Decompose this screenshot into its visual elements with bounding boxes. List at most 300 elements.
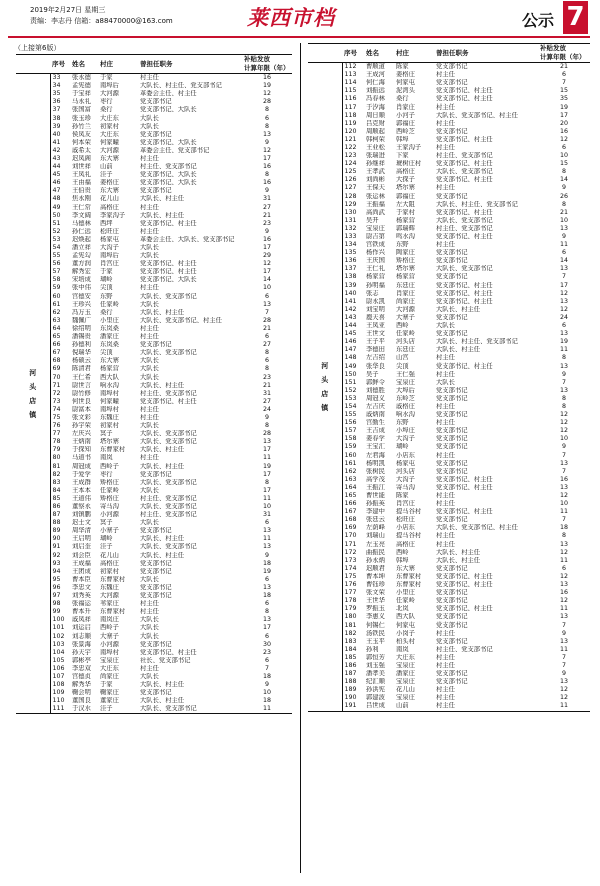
table-row [308,233,590,241]
row-seq: 54 [52,244,61,252]
row-position: 村主任 [436,702,455,710]
table-row [308,411,590,419]
table-row [16,98,292,106]
row-position: 党支部书记、村主任 [436,281,493,289]
row-position: 大队长、村主任 [436,305,481,313]
row-subsidy-years: 16 [262,163,271,171]
table-row [308,298,590,306]
row-position: 党支部书记 [436,621,468,629]
row-position: 党支部书记 [436,313,468,321]
row-subsidy-years: 13 [559,581,568,589]
row-village: 尚家庄 [100,672,119,680]
row-seq: 69 [52,365,61,373]
row-village: 大埠后 [396,386,415,394]
row-name: 戚炳南 [366,411,385,419]
row-position: 党支部书记 [140,527,172,535]
table-row [308,702,590,711]
town-label: 河头店镇 [16,74,50,714]
row-village: 尖顶 [396,362,409,370]
row-seq: 128 [344,192,357,200]
row-position: 党支部书记 [140,470,172,478]
row-seq: 158 [344,435,357,443]
row-subsidy-years: 6 [561,322,566,330]
row-seq: 145 [344,330,357,338]
row-village: 东魏庄 [100,583,119,591]
row-position: 大队长 [140,244,159,252]
row-village: 尖顶 [100,349,113,357]
table-row [308,201,590,209]
row-seq: 137 [344,265,357,273]
row-village: 南岚庄 [100,616,119,624]
row-name: 曹本升 [72,608,91,616]
row-subsidy-years: 23 [262,219,271,227]
row-seq: 183 [344,637,357,645]
row-name: 吕克财 [366,119,385,127]
row-seq: 149 [344,362,357,370]
row-seq: 91 [52,543,61,551]
row-subsidy-years: 31 [262,195,271,203]
row-village: 郭福庄 [396,192,415,200]
table-row [308,322,590,330]
row-subsidy-years: 11 [262,494,271,502]
row-seq: 133 [344,233,357,241]
row-position: 大队长 [436,378,455,386]
row-village: 东大寨 [396,564,415,572]
row-village: 肖家庄 [396,289,415,297]
row-village: 大沟子 [396,475,415,483]
row-name: 李惠义 [366,613,385,621]
row-village: 大沟子 [100,244,119,252]
row-subsidy-years: 11 [559,346,568,354]
table-row [308,160,590,168]
row-subsidy-years: 9 [264,413,269,421]
row-village: 小里庄 [100,316,119,324]
row-village: 东岭芝 [396,394,415,402]
table-row [308,63,590,72]
row-seq: 58 [52,276,61,284]
row-village: 琥树庄村 [396,160,422,168]
row-village: 塔尔寨 [396,265,415,273]
table-row [16,641,292,649]
row-position: 党支部书记、村主任 [436,176,493,184]
row-subsidy-years: 13 [559,613,568,621]
row-village: 肖宫庄 [100,260,119,268]
row-name: 孙永炳 [366,556,385,564]
row-subsidy-years: 6 [561,564,566,572]
table-row [308,597,590,605]
row-subsidy-years: 8 [264,478,269,486]
row-village: 尚家庄 [396,297,415,305]
row-name: 周冠成 [72,462,91,470]
row-subsidy-years: 13 [559,459,568,467]
row-seq: 173 [344,556,357,564]
row-village: 南埠村 [100,648,119,656]
row-subsidy-years: 10 [262,284,271,292]
row-seq: 119 [344,119,357,127]
row-name: 刘运启 [72,624,91,632]
row-village: 冥子 [100,519,113,527]
row-seq: 59 [52,284,61,292]
row-position: 大队长 [140,486,159,494]
row-name: 魏佩广 [72,316,91,324]
row-subsidy-years: 19 [262,82,271,90]
row-position: 党支部书记 [436,637,468,645]
table-row [16,373,292,381]
row-name: 宫德贞 [72,672,91,680]
row-village: 南埠后 [100,82,119,90]
row-village: 于家村 [396,208,415,216]
row-seq: 38 [52,114,61,122]
row-seq: 86 [52,503,61,511]
row-seq: 140 [344,289,357,297]
row-village: 任家岭 [396,597,415,605]
row-subsidy-years: 9 [561,233,566,241]
table-row [308,136,590,144]
row-seq: 50 [52,211,61,219]
row-seq: 87 [52,511,61,519]
row-name: 王凤礼 [72,171,91,179]
table-row [16,244,292,252]
row-village: 小店东 [396,451,415,459]
row-subsidy-years: 9 [561,184,566,192]
table-row [16,163,292,171]
col-village: 村庄 [394,44,434,63]
row-subsidy-years: 12 [559,289,568,297]
row-subsidy-years: 21 [262,381,271,389]
row-seq: 142 [344,305,357,313]
row-position: 大队长、党支部书记、村主任 [436,524,518,532]
table-row [16,252,292,260]
table-row [308,581,590,589]
row-name: 左荫峰 [366,524,385,532]
row-subsidy-years: 17 [262,446,271,454]
row-name: 刘启奎 [72,543,91,551]
row-subsidy-years: 16 [262,235,271,243]
row-subsidy-years: 23 [262,373,271,381]
row-name: 姜春学 [366,435,385,443]
row-name: 孙利 [366,645,379,653]
row-subsidy-years: 26 [559,192,568,200]
row-seq: 165 [344,492,357,500]
row-village: 响水沟 [100,381,119,389]
row-village: 瑚岭 [100,276,113,284]
row-position: 大队长 [140,672,159,680]
row-name: 迟凤阁 [72,154,91,162]
row-name: 高学茂 [366,475,385,483]
row-seq: 182 [344,629,357,637]
row-subsidy-years: 16 [262,74,271,82]
row-seq: 72 [52,389,61,397]
row-position: 党支部书记 [436,613,468,621]
row-name: 刘世祥 [72,163,91,171]
row-seq: 150 [344,370,357,378]
row-seq: 152 [344,386,357,394]
row-name: 孙仁远 [72,227,91,235]
row-seq: 51 [52,219,61,227]
row-seq: 107 [52,672,65,680]
row-subsidy-years: 27 [262,341,271,349]
row-subsidy-years: 11 [559,508,568,516]
row-seq: 88 [52,519,61,527]
row-seq: 99 [52,608,61,616]
row-subsidy-years: 10 [559,152,568,160]
row-subsidy-years: 13 [559,265,568,273]
row-position: 大队长、村主任 [436,346,481,354]
row-name: 张志 [366,289,379,297]
row-name: 于汉水 [72,705,91,713]
row-name: 张文荣 [366,589,385,597]
row-seq: 120 [344,127,357,135]
row-subsidy-years: 27 [262,203,271,211]
row-subsidy-years: 16 [559,589,568,597]
row-position: 村主任 [140,333,159,341]
row-position: 大队长、党支部书记 [140,292,197,300]
table-row [16,673,292,681]
row-subsidy-years: 9 [264,681,269,689]
row-name: 李德田 [366,346,385,354]
table-row [308,638,590,646]
row-subsidy-years: 7 [264,308,269,316]
row-name: 刘会臣 [72,551,91,559]
row-subsidy-years: 16 [262,179,271,187]
row-seq: 71 [52,381,61,389]
row-subsidy-years: 12 [559,492,568,500]
row-village: 大探子 [396,176,415,184]
row-seq: 112 [344,63,357,71]
row-village: 西岭芝 [396,127,415,135]
row-seq: 135 [344,249,357,257]
row-village: 李家沟子 [100,211,126,219]
row-position: 党支部书记 [436,79,468,87]
table-row [16,187,292,195]
table-row [16,697,292,705]
table-row [16,171,292,179]
row-position: 党支部书记 [436,273,468,281]
row-position: 大队长、党支部书记 [140,503,197,511]
row-name: 王仁礼 [366,265,385,273]
row-position: 大队长、党支部书记 [436,168,493,176]
row-position: 党支部书记 [140,583,172,591]
table-row [16,430,292,438]
row-name: 马德林 [72,219,91,227]
row-name: 冯春林 [366,95,385,103]
row-name: 李忠文 [72,583,91,591]
row-seq: 57 [52,268,61,276]
row-subsidy-years: 11 [559,702,568,710]
row-name: 左君海 [366,451,385,459]
row-seq: 117 [344,103,357,111]
table-row [16,503,292,511]
row-seq: 110 [52,697,65,705]
table-row [16,665,292,673]
row-seq: 184 [344,645,357,653]
row-village: 大寨子 [396,313,415,321]
row-name: 周冠义 [366,394,385,402]
row-position: 村主任 [436,492,455,500]
row-subsidy-years: 9 [561,443,566,451]
table-row [308,452,590,460]
table-row [308,532,590,540]
table-row [308,573,590,581]
table-row [308,265,590,273]
table-row [16,114,292,122]
row-subsidy-years: 13 [559,297,568,305]
table-row [16,333,292,341]
row-village: 陶家庄 [396,249,415,257]
row-name: 尉永凯 [366,297,385,305]
table-row [16,276,292,284]
row-name: 解秀宏 [72,268,91,276]
row-position: 大队长 [140,357,159,365]
row-village: 西大队 [100,373,119,381]
row-subsidy-years: 28 [262,98,271,106]
table-row [16,592,292,600]
row-village: 任家岭 [396,330,415,338]
row-seq: 96 [52,583,61,591]
row-seq: 44 [52,163,61,171]
row-position: 村主任 [140,454,159,462]
table-row [16,543,292,551]
row-subsidy-years: 12 [262,90,271,98]
row-seq: 168 [344,516,357,524]
row-name: 于爱学 [72,470,91,478]
table-row [16,365,292,373]
row-subsidy-years: 17 [262,470,271,478]
row-seq: 80 [52,454,61,462]
table-row [16,624,292,632]
row-village: 东曹家村 [396,581,422,589]
row-position: 党支部书记 [436,427,468,435]
row-seq: 61 [52,300,61,308]
row-position: 村主任、党支部书记 [436,224,493,232]
row-subsidy-years: 21 [262,324,271,332]
row-subsidy-years: 9 [561,670,566,678]
col-name: 姓名 [364,44,394,63]
row-subsidy-years: 21 [559,63,568,71]
row-name: 侯凤友 [72,130,91,138]
row-seq: 167 [344,508,357,516]
row-seq: 42 [52,146,61,154]
row-subsidy-years: 6 [264,292,269,300]
row-position: 村主任、党支部书记 [436,152,493,160]
row-position: 党支部书记、村主任 [140,268,197,276]
row-position: 党支部书记 [436,516,468,524]
row-subsidy-years: 13 [262,300,271,308]
row-seq: 176 [344,581,357,589]
row-village: 宝泉庄 [396,694,415,702]
row-subsidy-years: 12 [559,686,568,694]
table-row [308,354,590,362]
row-name: 尉吉第 [366,233,385,241]
table-row [16,600,292,608]
row-name: 周顺起 [366,127,385,135]
row-name: 郭彬亭 [72,656,91,664]
table-row [16,495,292,503]
table-row [308,492,590,500]
row-name: 尉世言 [72,381,91,389]
col-subsidy: 补贴发放 计算年限（年） [538,44,590,63]
row-seq: 125 [344,168,357,176]
row-village: 枣行 [100,98,113,106]
row-seq: 33 [52,74,61,82]
row-position: 大队长 [436,322,455,330]
table-row [16,576,292,584]
row-seq: 97 [52,592,61,600]
row-position: 大队长、党支部书记 [140,478,197,486]
table-row [308,403,590,411]
row-village: 大沟子 [396,435,415,443]
row-position: 大队长、党支部书记 [140,705,197,713]
row-name: 吴开 [366,216,379,224]
row-village: 泥湾头 [396,87,415,95]
table-row [16,681,292,689]
row-subsidy-years: 19 [262,462,271,470]
row-seq: 174 [344,564,357,572]
row-name: 郭鲜令 [366,378,385,386]
row-position: 大队长 [140,122,159,130]
row-name: 刘振远 [366,87,385,95]
row-subsidy-years: 13 [262,616,271,624]
row-position: 村主任 [140,608,159,616]
col-name: 姓名 [70,55,98,74]
row-position: 大队长、党支部书记 [140,349,197,357]
row-subsidy-years: 13 [559,483,568,491]
row-seq: 55 [52,252,61,260]
table-row [16,179,292,187]
row-village: 东廷庄 [396,281,415,289]
table-row [16,584,292,592]
row-position: 村主任 [436,629,455,637]
table-row [308,103,590,111]
row-subsidy-years: 28 [262,316,271,324]
row-seq: 81 [52,462,61,470]
table-row [308,500,590,508]
row-seq: 60 [52,292,61,300]
row-village: 南岚 [100,454,113,462]
row-subsidy-years: 8 [561,394,566,402]
row-name: 刘德胜 [366,386,385,394]
row-village: 小里庄 [396,589,415,597]
row-subsidy-years: 11 [262,454,271,462]
row-seq: 40 [52,130,61,138]
row-subsidy-years: 21 [559,208,568,216]
row-subsidy-years: 24 [262,405,271,413]
row-seq: 98 [52,600,61,608]
table-row [308,217,590,225]
row-subsidy-years: 12 [559,135,568,143]
row-position: 党支部书记 [436,597,468,605]
row-village: 大庄东 [396,653,415,661]
row-seq: 180 [344,613,357,621]
row-subsidy-years: 35 [559,95,568,103]
row-position: 大队长 [140,373,159,381]
row-name: 孙继祥 [366,160,385,168]
row-name: 曲振民 [366,548,385,556]
row-seq: 159 [344,443,357,451]
row-position: 村主任 [140,227,159,235]
row-subsidy-years: 7 [561,79,566,87]
row-position: 村主任 [436,661,455,669]
row-name: 于宝祥 [72,90,91,98]
row-name: 董察永 [72,503,91,511]
row-position: 党支部书记 [436,394,468,402]
row-name: 曹本坤 [366,572,385,580]
row-subsidy-years: 14 [559,176,568,184]
row-name: 张运林 [366,192,385,200]
row-seq: 70 [52,373,61,381]
row-position: 党支部书记、村主任 [436,297,493,305]
col-seq: 序号 [342,44,364,63]
